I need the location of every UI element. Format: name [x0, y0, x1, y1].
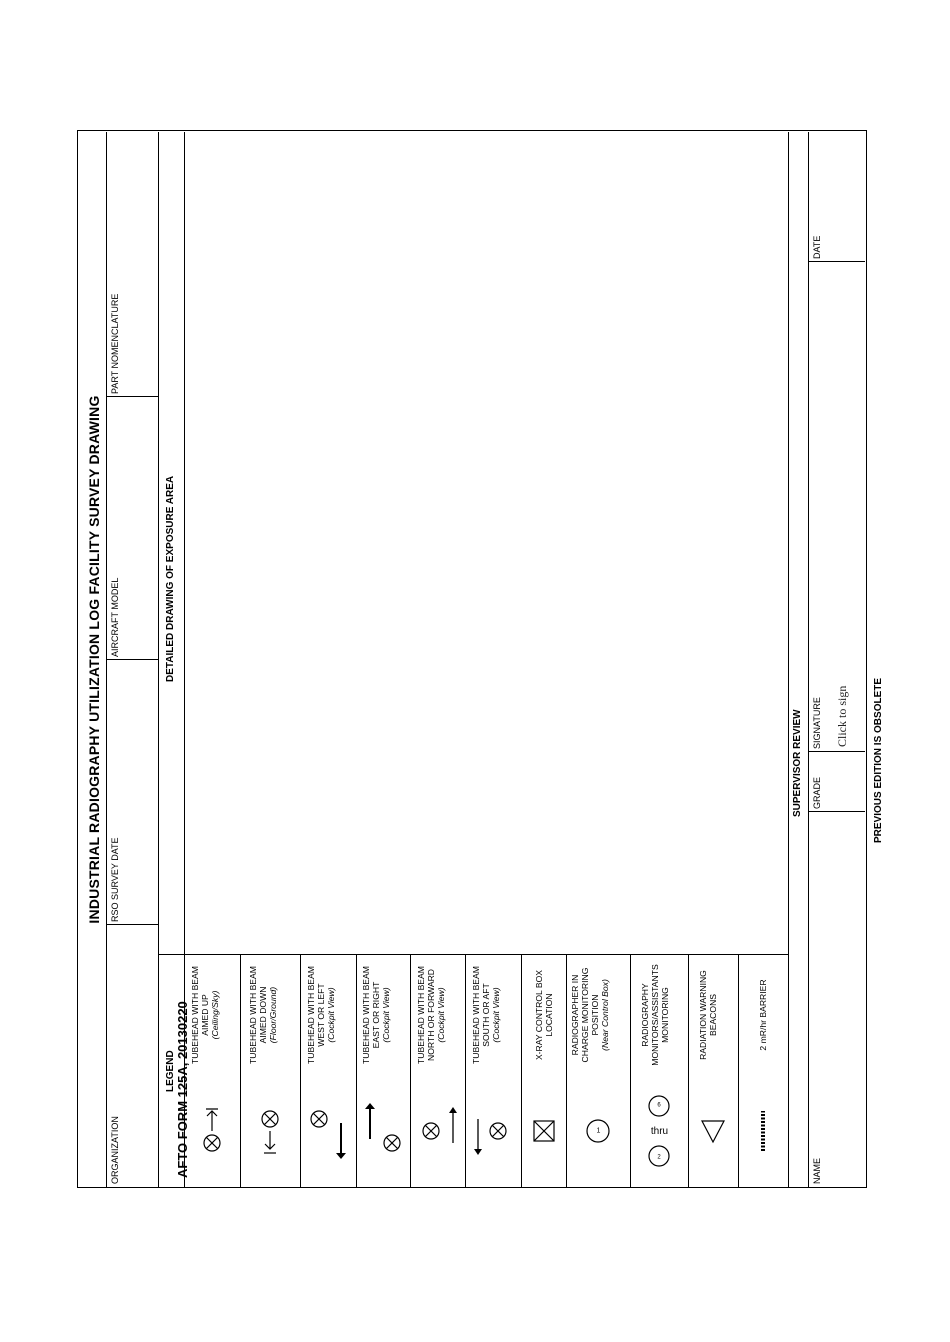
legend-beacons: RADIATION WARNING BEACONS — [698, 970, 718, 1060]
legend-beam-east: TUBEHEAD WITH BEAM EAST OR RIGHT (Cockpit View) — [361, 966, 391, 1064]
legend-radiographer-charge: RADIOGRAPHER IN CHARGE MONITORING POSITION (Near Control Box) — [570, 967, 610, 1063]
previous-edition-notice: PREVIOUS EDITION IS OBSOLETE — [873, 677, 884, 843]
grade-label: GRADE — [812, 776, 822, 809]
beam-up-icon — [184, 1075, 240, 1187]
barrier-icon — [738, 1075, 788, 1187]
beam-west-icon — [300, 1075, 356, 1187]
monitors-icon — [630, 1075, 688, 1187]
part-nomenclature-label: PART NOMENCLATURE — [110, 293, 120, 394]
legend-title: LEGEND — [165, 1050, 176, 1092]
date-field[interactable] — [824, 132, 864, 262]
legend-beam-down: TUBEHEAD WITH BEAM AIMED DOWN (Floor/Ground) — [248, 966, 278, 1064]
circle-six-label: 6 — [657, 1102, 661, 1109]
grade-field[interactable] — [824, 752, 864, 812]
legend-monitors: RADIOGRAPHY MONITORS/ASSISTANTS MONITORING — [640, 964, 670, 1066]
exposure-drawing-area[interactable] — [185, 132, 788, 954]
organization-label: ORGANIZATION — [110, 1116, 120, 1184]
legend-beam-west: TUBEHEAD WITH BEAM WEST OR LEFT (Cockpit View) — [306, 966, 336, 1064]
form-title: INDUSTRIAL RADIOGRAPHY UTILIZATION LOG FACILITY SURVEY DRAWING — [86, 395, 102, 924]
date-label: DATE — [812, 235, 822, 259]
beam-down-icon — [240, 1075, 300, 1187]
radiographer-position-icon — [566, 1075, 630, 1187]
part-nomenclature-field[interactable] — [122, 132, 158, 397]
supervisor-review-title: SUPERVISOR REVIEW — [792, 709, 803, 817]
aircraft-model-field[interactable] — [122, 397, 158, 660]
beam-north-icon — [410, 1075, 465, 1187]
beam-east-icon — [356, 1075, 410, 1187]
circle-one-label: 1 — [596, 1127, 600, 1135]
signature-field[interactable]: Click to sign — [835, 685, 849, 747]
beam-south-icon — [465, 1075, 521, 1187]
legend-barrier: 2 mR/hr BARRIER — [758, 979, 768, 1051]
legend-control-box: X-RAY CONTROL BOX LOCATION — [534, 969, 554, 1061]
organization-field[interactable] — [122, 925, 158, 1187]
legend-beam-north: TUBEHEAD WITH BEAM NORTH OR FORWARD (Cockpit View) — [416, 966, 446, 1064]
thru-label: thru — [650, 1125, 668, 1137]
circle-two-label: 2 — [657, 1153, 661, 1160]
legend-beam-south: TUBEHEAD WITH BEAM SOUTH OR AFT (Cockpit View) — [471, 966, 501, 1064]
rso-survey-date-label: RSO SURVEY DATE — [110, 837, 120, 922]
aircraft-model-label: AIRCRAFT MODEL — [110, 577, 120, 657]
survey-form — [77, 130, 867, 1188]
rso-survey-date-field[interactable] — [122, 660, 158, 925]
drawing-title: DETAILED DRAWING OF EXPOSURE AREA — [165, 475, 176, 682]
legend-beam-up: TUBEHEAD WITH BEAM AIMED UP (Ceiling/Sky) — [190, 966, 220, 1064]
name-field[interactable] — [824, 812, 864, 1187]
warning-beacon-icon — [688, 1075, 738, 1187]
control-box-icon — [521, 1075, 566, 1187]
form-id: AFTO FORM 125A, 20130220 — [175, 1001, 190, 1178]
name-label: NAME — [812, 1157, 822, 1184]
signature-label: SIGNATURE — [812, 697, 822, 749]
